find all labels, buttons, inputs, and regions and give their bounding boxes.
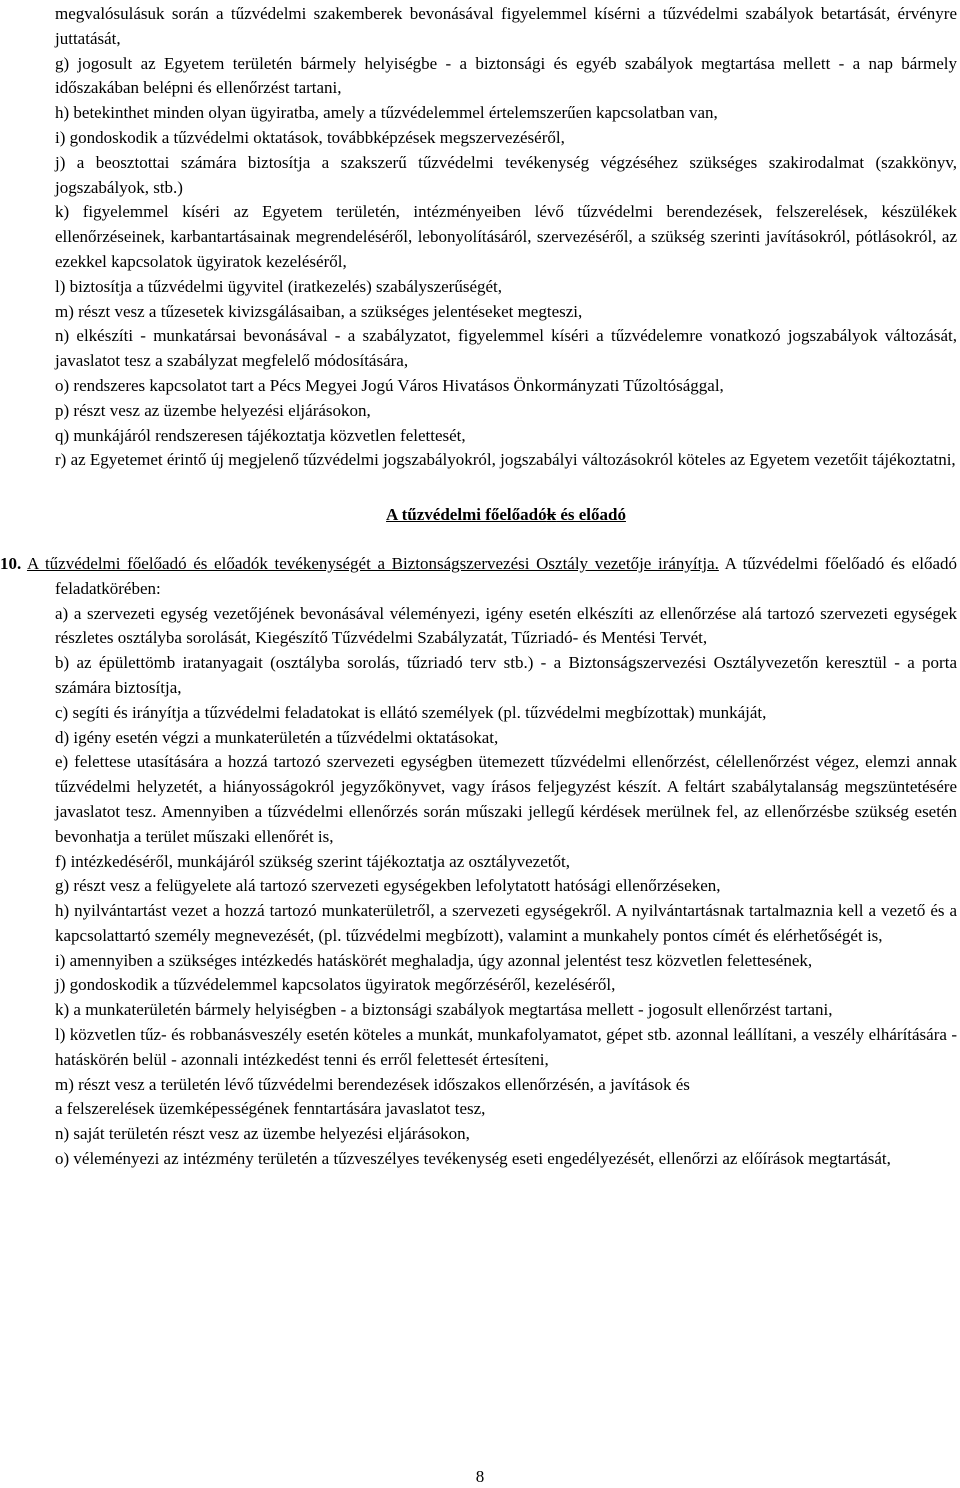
list-item: n) elkészíti - munkatársai bevonásával - a szabályzatot, figyelemmel kíséri a tűzvédelemre vonatkozó jogszabályok változását, javaslatot tesz a szabályzat megfelelő módosítására, xyxy=(55,326,957,371)
list-item: h) betekinthet minden olyan ügyiratba, amely a tűzvédelemmel értelemszerűen kapcsolatban van, xyxy=(55,103,718,123)
list-item: j) a beosztottai számára biztosítja a szakszerű tűzvédelmi tevékenység végzéséhez szükséges szakirodalmat (szakkönyv, jogszabályok, stb.) xyxy=(55,152,957,197)
top-list xyxy=(55,0,957,473)
list-item: k) a munkaterületén bármely helyiségben - a biztonsági szabályok megtartása mellett - jogosult ellenőrzést tartani, xyxy=(55,1000,833,1020)
heading-part1: A tűzvédelmi főelőadó xyxy=(386,505,547,525)
list-item: i) gondoskodik a tűzvédelmi oktatások, továbbképzések megszervezéséről, xyxy=(55,127,565,147)
list-item: o) rendszeres kapcsolatot tart a Pécs Megyei Jogú Város Hivatásos Önkormányzati Tűzoltósággal, xyxy=(55,375,724,395)
list-item: m) részt vesz a tűzesetek kivizsgálásaiban, a szükséges jelentéseket megteszi, xyxy=(55,301,583,321)
list-item: n) saját területén részt vesz az üzembe helyezési eljárásokon, xyxy=(55,1124,470,1144)
section-sentence-2: A tűzvédelmi főelőadó és előadó feladatkörében: xyxy=(55,553,957,598)
section-heading xyxy=(55,503,957,528)
list-item: a) a szervezeti egység vezetőjének bevonásával véleményezi, igény esetén elkészíti az ellenőrzése alá tartozó szervezeti egységek részletes osztályba sorolását, Kiegészítő Tűzvédelmi Szabályzatát, Tűzriadó- és Mentési Tervét, xyxy=(55,603,957,648)
list-item: c) segíti és irányítja a tűzvédelmi feladatokat is ellátó személyek (pl. tűzvédelmi megbízottak) munkáját, xyxy=(55,702,767,722)
list-item: g) jogosult az Egyetem területén bármely helyiségbe - a biztonsági és egyéb szabályok megtartása mellett - a nap bármely időszakában belépni és ellenőrzést tartani, xyxy=(55,53,957,98)
list-item: q) munkájáról rendszeresen tájékoztatja közvetlen felettesét, xyxy=(55,425,466,445)
list-item: j) gondoskodik a tűzvédelemmel kapcsolatos ügyiratok megőrzéséről, kezeléséről, xyxy=(55,975,616,995)
list-item: megvalósulásuk során a tűzvédelmi szakemberek bevonásával figyelemmel kísérni a tűzvédelmi szabályok betartását, érvényre juttatását, xyxy=(55,4,957,48)
list-item: h) nyilvántartást vezet a hozzá tartozó munkaterületről, a szervezeti egységekről. A nyilvántartásnak tartalmaznia kell a vezető és a kapcsolattartó személy megnevezését, (pl. tűzvédelmi megbízott), valamint a munkahely pontos címét és elérhetőségét is, xyxy=(55,901,957,945)
list-item: l) biztosítja a tűzvédelmi ügyvitel (iratkezelés) szabályszerűségét, xyxy=(55,276,503,296)
list-item: f) intézkedéséről, munkájáról szükség szerint tájékoztatja az osztályvezetőt, xyxy=(55,851,570,871)
list-item: g) részt vesz a felügyelete alá tartozó szervezeti egységekben lefolytatott hatósági ellenőrzéseken, xyxy=(55,876,721,896)
list-item: b) az épülettömb iratanyagait (osztályba sorolás, tűzriadó terv stb.) - a Biztonságszervezési Osztályvezetőn keresztül - a porta számára biztosítja, xyxy=(55,653,957,697)
list-item: p) részt vesz az üzembe helyezési eljárásokon, xyxy=(55,400,371,420)
section-list xyxy=(55,602,957,1172)
section-number: 10. xyxy=(0,553,22,573)
section-sentence-1: A tűzvédelmi főelőadó és előadók tevékenységét a Biztonságszervezési Osztály vezetője irányítja. xyxy=(26,553,719,573)
page-number: 8 xyxy=(475,1467,485,1486)
list-item: m) részt vesz a területén lévő tűzvédelmi berendezések időszakos ellenőrzésén, a javítások és xyxy=(55,1074,690,1094)
list-item: l) közvetlen tűz- és robbanásveszély esetén köteles a munkát, munkafolyamatot, gépet stb. azonnal leállítani, a veszély elhárítására - hatáskörén belül - azonnali intézkedést tenni és erről felettesét értesíteni, xyxy=(55,1025,957,1069)
list-item: e) felettese utasítására a hozzá tartozó szervezeti egységben ütemezett tűzvédelmi ellenőrzést, célellenőrzést végez, elemzi annak tűzvédelmi helyzetét, a hiányosságokról jegyzőkönyvet, vagy írásos feljegyzést készít. A feltárt szabálytalanság megszüntetésére javaslatot tesz. Amennyiben a tűzvédelmi ellenőrzés során műszaki jellegű kérdések merülnek fel, az ellenőrzésbe szükség esetén bevonhatja a terület műszaki ellenőrét is, xyxy=(55,752,957,846)
list-item: i) amennyiben a szükséges intézkedés hatáskörét meghaladja, úgy azonnal jelentést tesz közvetlen felettesének, xyxy=(55,950,813,970)
list-item: r) az Egyetemet érintő új megjelenő tűzvédelmi jogszabályokról, jogszabályi változásokról köteles az Egyetem vezetőit tájékoztatni, xyxy=(55,450,956,470)
list-item: k) figyelemmel kíséri az Egyetem területén, intézményeiben lévő tűzvédelmi berendezések, felszerelések, készülékek ellenőrzéseinek, karbantartásainak megrendeléséről, lebonyolításáról, szervezéséről, a szükség szerinti javításokról, pótlásokról, az ezekkel kapcsolatok ügyiratok kezeléséről, xyxy=(55,202,957,271)
list-item: a felszerelések üzemképességének fenntartására javaslatot tesz, xyxy=(55,1099,486,1119)
heading-strike: k xyxy=(546,505,557,525)
heading-part2: és előadó xyxy=(556,505,626,525)
section-intro xyxy=(0,552,957,602)
list-item: o) véleményezi az intézmény területén a tűzveszélyes tevékenység eseti engedélyezését, ellenőrzi az előírások megtartását, xyxy=(55,1149,891,1169)
list-item: d) igény esetén végzi a munkaterületén a tűzvédelmi oktatásokat, xyxy=(55,727,499,747)
